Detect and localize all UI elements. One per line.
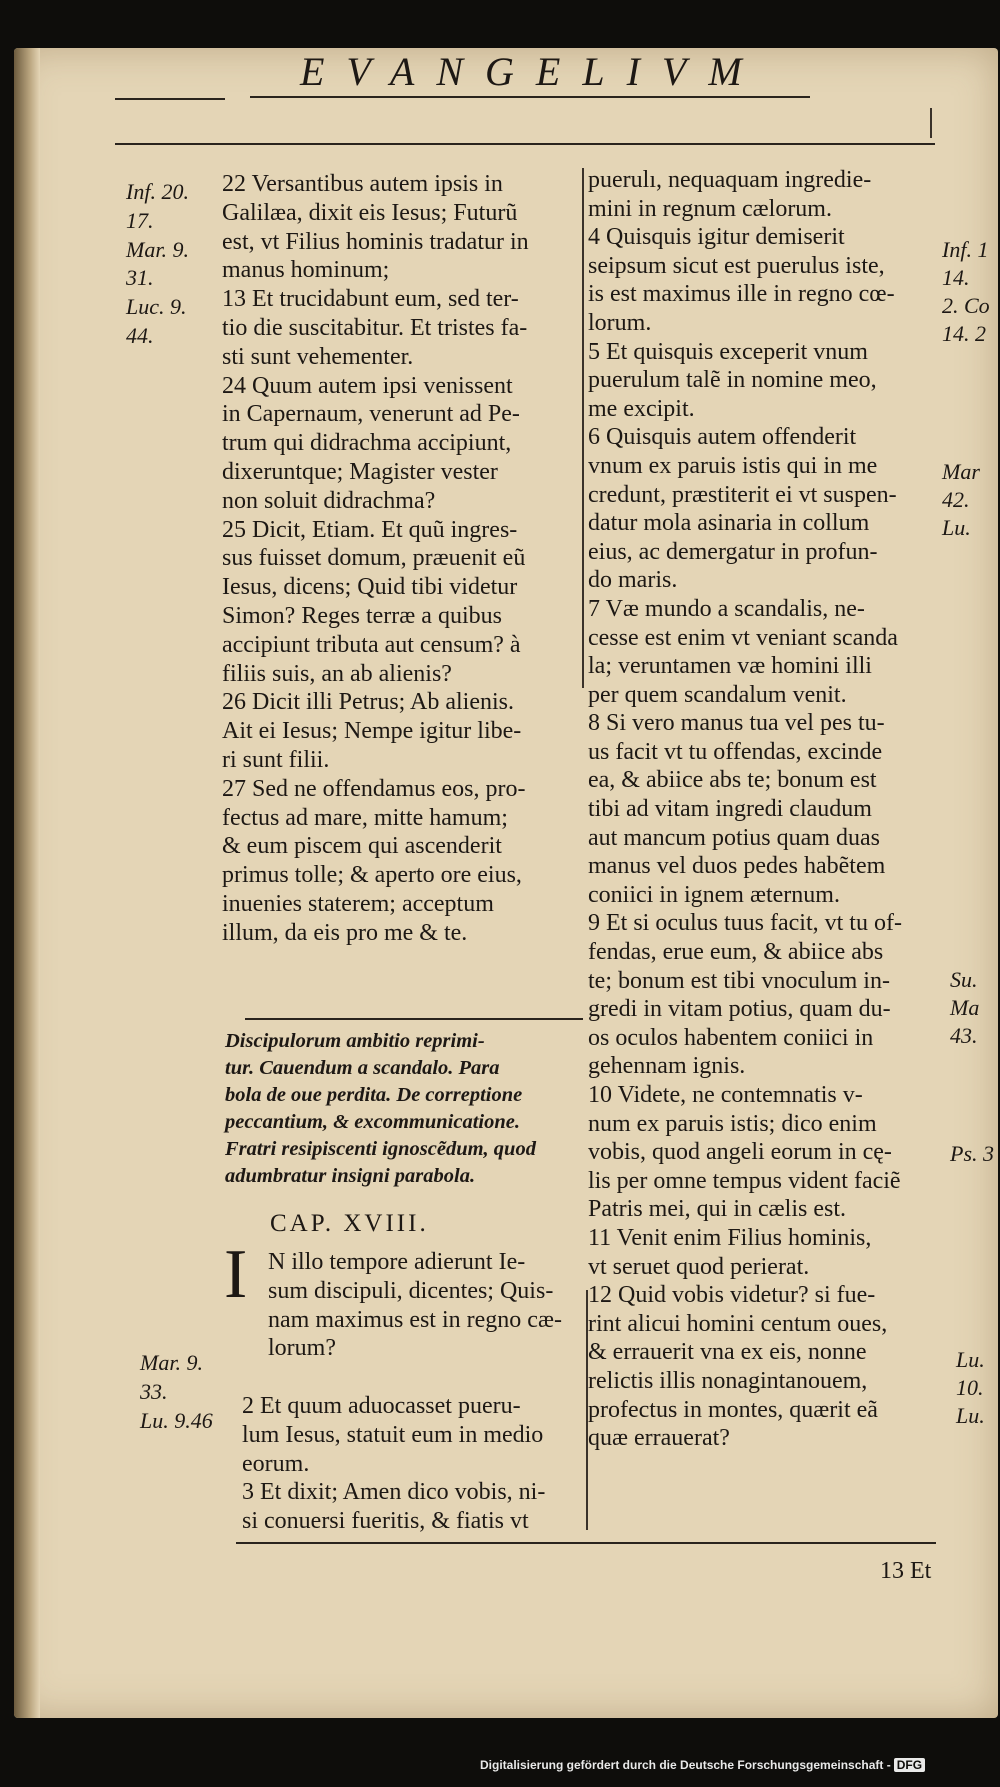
- summary-rule-top: [245, 1018, 583, 1020]
- drop-capital: I: [224, 1236, 248, 1313]
- digitization-credit: [480, 1758, 925, 1772]
- left-column-text: 22 Versantibus autem ipsis in Galilæa, dixit eis Iesus; Futurũ est, vt Filius hominis tradatur in manus hominum; 13 Et trucidabunt eum, sed ter- tio die suscitabitur. Et tristes fa- sti sunt vehementer. 24 Quum autem ipsi venissent in Capernaum, venerunt ad Pe- trum qui didrachma accipiunt, dixeruntque; Magister vester non soluit didrachma? 25 Dicit, Etiam. Et quũ ingres- sus fuisset domum, præuenit eũ Iesus, dicens; Quid tibi videtur Simon? Reges terræ a quibus accipiunt tributa aut censum? à filiis suis, an ab alienis? 26 Dicit illi Petrus; Ab alienis. Ait ei Iesus; Nempe igitur libe- ri sunt filii. 27 Sed ne offendamus eos, pro- fectus ad mare, mitte hamum; & eum piscem qui ascenderit primus tolle; & aperto ore eius, inuenies staterem; acceptum illum, da eis pro me & te.: [222, 171, 529, 946]
- header-rule-top: [115, 98, 225, 100]
- page-gutter-edge: [14, 48, 40, 1718]
- margin-note-left: Inf. 20. 17. Mar. 9. 31. Luc. 9. 44.: [126, 179, 189, 348]
- margin-note-right: Inf. 1 14. 2. Co 14. 2: [942, 237, 990, 346]
- footer-rule: [236, 1542, 936, 1544]
- margin-note-right: Lu. 10. Lu.: [956, 1347, 985, 1428]
- catchword: 13 Et: [880, 1558, 932, 1584]
- column-divider: [582, 168, 584, 688]
- chapter-opening-text: N illo tempore adierunt Ie- sum discipuli, dicentes; Quis- nam maximus est in regno cæ- lorum?: [268, 1249, 562, 1362]
- running-title: EVANGELIVM: [300, 49, 764, 94]
- chapter-heading: CAP. XVIII.: [270, 1210, 429, 1237]
- credit-text: Digitalisierung gefördert durch die Deutsche Forschungsgemeinschaft -: [480, 1758, 891, 1772]
- dfg-logo: DFG: [894, 1758, 925, 1772]
- chapter-summary: Discipulorum ambitio reprimi- tur. Cauendum a scandalo. Para bola de oue perdita. De correptione peccantium, & excommunicatione. Fratri resipiscenti ignoscẽdum, quod adumbratur insigni parabola.: [225, 1030, 536, 1187]
- margin-note-left: Mar. 9. 33. Lu. 9.46: [140, 1350, 213, 1433]
- margin-note-right: Su. Ma 43.: [950, 967, 980, 1048]
- margin-note-right: Mar 42. Lu.: [942, 459, 980, 540]
- right-column-text: puerulı, nequaquam ingredie- mini in regnum cælorum. 4 Quisquis igitur demiserit seipsum sicut est puerulus iste, is est maximus ille in regno cœ- lorum. 5 Et quisquis exceperit vnum puerulum talẽ in nomine meo, me excipit. 6 Quisquis autem offenderit vnum ex paruis istis qui in me credunt, præstiterit ei vt suspen- datur mola asinaria in collum eius, ac demergatur in profun- do maris. 7 Væ mundo a scandalis, ne- cesse est enim vt veniant scanda la; veruntamen væ homini illi per quem scandalum venit. 8 Si vero manus tua vel pes tu- us facit vt tu offendas, excinde ea, & abiice abs te; bonum est tibi ad vitam ingredi claudum aut mancum potius quam duas manus vel duos pedes habẽtem coniici in ignem æternum. 9 Et si oculus tuus facit, vt tu of- fendas, erue eum, & abiice abs te; bonum est tibi vnoculum in- gredi in vitam potius, quam du- os oculos habentem coniici in gehennam ignis. 10 Videte, ne contemnatis v- num ex paruis istis; dico enim vobis, quod angeli eorum in cę- lis per omne tempus vident faciẽ Patris mei, qui in cælis est. 11 Venit enim Filius hominis, vt seruet quod perierat. 12 Quid vobis videtur? si fue- rint alicui homini centum oues, & errauerit vna ex eis, nonne relictis illis nonagintanouem, profectus in montes, quærit eã quæ errauerat?: [588, 167, 902, 1452]
- header-end-mark: [930, 108, 932, 138]
- margin-note-right: Ps. 3: [950, 1141, 994, 1166]
- header-rule-top: [250, 96, 810, 98]
- left-column-text-bottom: 2 Et quum aduocasset pueru- lum Iesus, statuit eum in medio eorum. 3 Et dixit; Amen dico vobis, ni- si conuersi fueritis, & fiatis vt: [242, 1393, 546, 1535]
- header-rule-bottom: [115, 143, 935, 145]
